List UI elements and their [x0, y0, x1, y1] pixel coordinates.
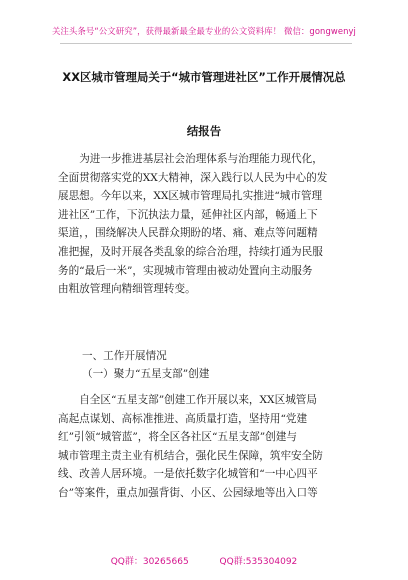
subsection-heading: （一）聚力“五星支部”创建 — [82, 368, 210, 380]
footer-qq-group-2: QQ群:535304092 — [219, 557, 298, 567]
section-heading: 一、工作开展情况 — [82, 350, 167, 362]
intro-line: 进社区”工作，下沉执法力量，延伸社区内部，畅通上下 — [58, 208, 318, 221]
section-line: 城市管理主责主业有机结合，强化民生保障，筑牢安全防 — [58, 449, 323, 462]
intro-line: 全面贯彻落实党的XX大精神，深入践行以人民为中心的发 — [58, 171, 328, 184]
intro-line: 务的“最后一米”，实现城市管理由被动处置向主动服务 — [58, 264, 313, 277]
section-line: 线、改善人居环境。一是依托数字化城管和“一中心四平 — [58, 468, 318, 481]
footer-qq-group-1: QQ群：30265665 — [110, 557, 189, 567]
section-line: 红”引领“城管蓝”，将全区各社区“五星支部”创建与 — [58, 431, 297, 444]
section-line: 自全区“五星支部”创建工作开展以来，XX区城管局 — [79, 394, 317, 406]
section-line: 高起点谋划、高标准推进、高质量打造，坚持用“党建 — [58, 412, 308, 425]
header-banner: 关注头条号“公文研究”，获得最新最全最专业的公文资料库！ 微信：gongwenyj — [52, 26, 356, 36]
intro-line: 由粗放管理向精细管理转变。 — [58, 283, 196, 296]
footer-contacts — [0, 554, 408, 567]
intro-line: 渠道，，围绕解决人民群众期盼的堵、痛、难点等问题精 — [58, 227, 318, 240]
section-paragraph — [58, 391, 348, 503]
intro-line: 准把握，及时开展各类乱象的综合治理，持续打通为民服 — [58, 245, 323, 258]
intro-line: 为进一步推进基层社会治理体系与治理能力现代化， — [79, 153, 323, 165]
section-line: 台”等案件，重点加强背街、小区、公园绿地等出入口等 — [58, 486, 318, 499]
header-divider — [60, 43, 352, 44]
intro-line: 展思想。今年以来，XX区城市管理局扎实推进“城市管理 — [58, 190, 323, 203]
document-title-line-1: XX区城市管理局关于“城市管理进社区”工作开展情况总 — [62, 70, 346, 84]
document-title-line-2: 结报告 — [186, 124, 222, 138]
intro-paragraph — [58, 150, 348, 299]
